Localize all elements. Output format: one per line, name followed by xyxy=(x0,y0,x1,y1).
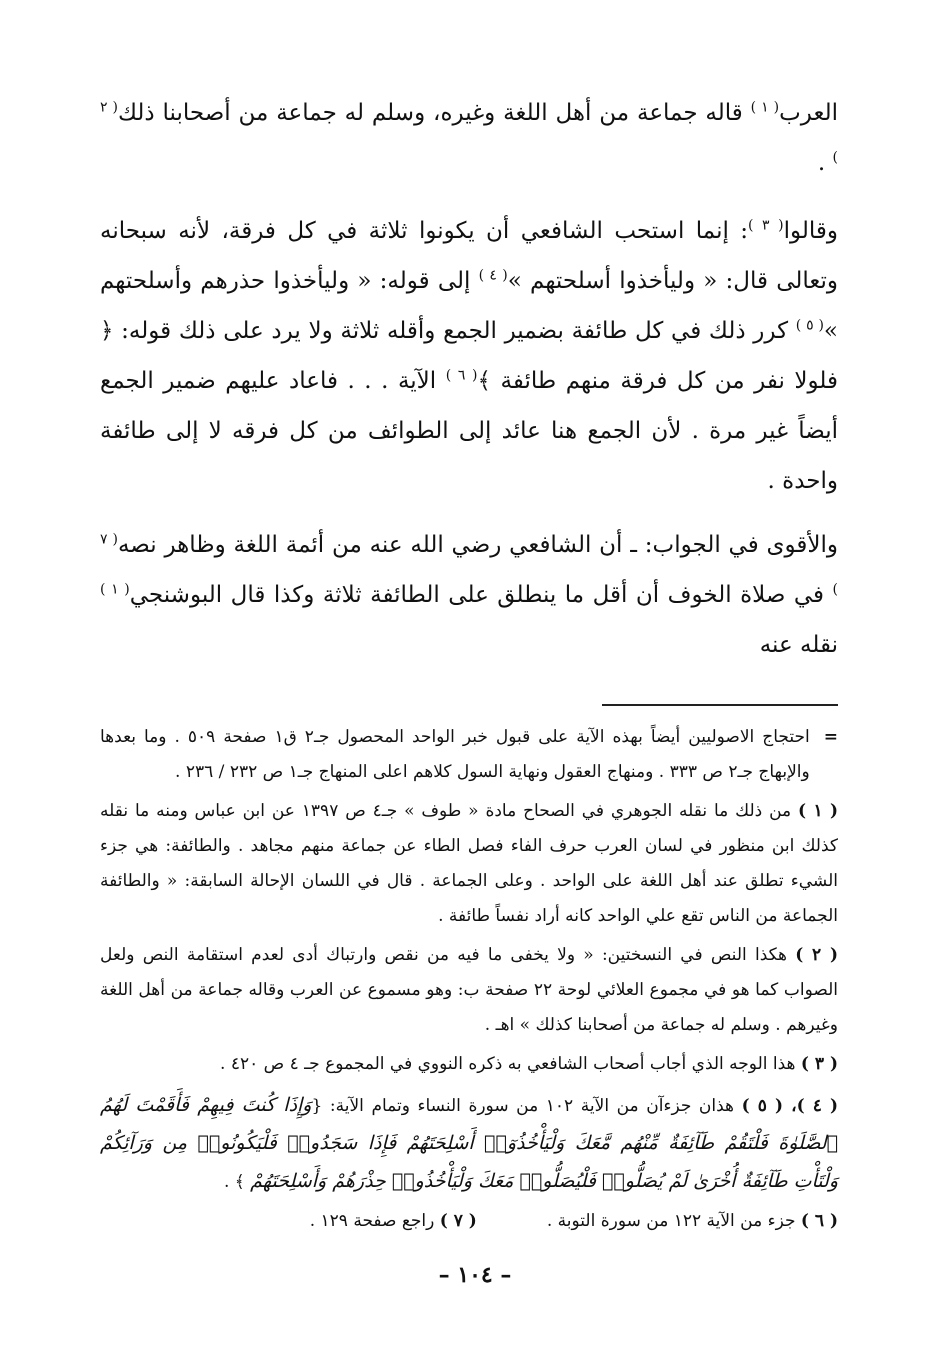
paragraph-2: وقالوا$^{( ٣ )}$: إنما استحب الشافعي أن يكونوا ثلاثة في كل فرقة، لأنه سبحانه وتعالى قال: « وليأخذوا أسلحتهم »$^{( ٤ )}$ إلى قوله: « وليأخذوا حذرهم وأسلحتهم »$^{( ٥ )}$ كرر ذلك في كل طائفة بضمير الجمع وأقله ثلاثة ولا يرد على ذلك قوله: ﴿ فلولا نفر من كل فرقة منهم طائفة ﴾$^{( ٦ )}$ الآية . . . فاعاد عليهم ضمير الجمع أيضاً غير مرة . لأن الجمع هنا عائد إلى الطوائف من كل فرقه لا إلى طائفة واحدة . xyxy=(100,217,838,494)
page-number: – ١٠٤ – xyxy=(438,1262,512,1288)
footnotes xyxy=(100,720,838,1239)
footnote-7 xyxy=(310,1204,477,1239)
quran-verse: وَإِذَا كُنتَ فِيهِمْ فَأَقَمْتَ لَهُمُ ٱلصَّلَوٰةَ فَلْتَقُمْ طَآئِفَةٌ مِّنْهُم مَّعَكَ وَلْيَأْخُذُوٓا۟ أَسْلِحَتَهُمْ فَإِذَا سَجَدُوا۟ فَلْيَكُونُوا۟ مِن وَرَآئِكُمْ وَلْتَأْتِ طَآئِفَةٌ أُخْرَىٰ لَمْ يُصَلُّوا۟ فَلْيُصَلُّوا۟ مَعَكَ وَلْيَأْخُذُوا۟ حِذْرَهُمْ وَأَسْلِحَتَهُمْ xyxy=(100,1094,838,1192)
footnote-number: ( ٢ ) xyxy=(795,945,838,965)
footnote-ref[interactable]: ( ٧ ) xyxy=(100,531,838,598)
footnote-1 xyxy=(100,794,838,934)
footnote-text: هذا الوجه الذي أجاب أصحاب الشافعي به ذكره النووي في المجموع جـ ٤ ص ٤٢٠ . xyxy=(220,1054,801,1074)
footnote-ref[interactable]: ( ١ ) xyxy=(750,99,780,116)
footnote-ref[interactable]: ( ٤ ) xyxy=(478,267,508,284)
footnote-text: هذان جزءآن من الآية ١٠٢ من سورة النساء وتمام الآية: { xyxy=(311,1096,742,1116)
continuation-mark: = xyxy=(823,727,838,747)
footnote-text: جزء من الآية ١٢٢ من سورة التوبة . xyxy=(546,1211,801,1231)
footnote-text: من ذلك ما نقله الجوهري في الصحاح مادة « طوف » جـ٤ ص ١٣٩٧ عن ابن عباس ومنه ما نقله كذلك ابن منظور في لسان العرب حرف الفاء فصل الطاء عن جماعة منهم مجاهد . والطائفة: هي جزء الشيء تطلق عند أهل اللغة على الواحد . وعلى الجماعة . قال في اللسان الإحالة السابقة: « والطائفة الجماعة من الناس تقع علي الواحد كانه أراد نفساً طائفة . xyxy=(100,801,838,926)
footnote-3 xyxy=(100,1047,838,1082)
footnote-number: ( ٤ )، ( ٥ ) xyxy=(741,1096,839,1116)
footnote-6-7 xyxy=(100,1204,838,1239)
footnote-ref[interactable]: ( ٦ ) xyxy=(445,367,478,384)
footnote-ref[interactable]: ( ١ ) xyxy=(100,581,130,598)
footnote-divider xyxy=(602,704,838,706)
footnote-text: ﴾ . xyxy=(223,1172,251,1192)
footnote-ref[interactable]: ( ٣ ) xyxy=(748,217,784,234)
footnote-4-5 xyxy=(100,1086,838,1200)
footnote-6 xyxy=(547,1204,838,1239)
paragraph-1: العرب$^{( ١ )}$ قاله جماعة من أهل اللغة وغيره، وسلم له جماعة من أصحابنا ذلك$^{( ٢ )}$ . xyxy=(100,99,838,176)
footnote-continuation xyxy=(100,720,838,790)
paragraph-3: والأقوى في الجواب: ـ أن الشافعي رضي الله عنه من أئمة اللغة وظاهر نصه$^{( ٧ )}$ في صلاة الخوف أن أقل ما ينطلق على الطائفة ثلاثة وكذا قال البوشنجي$^{( ١ )}$ نقله عنه xyxy=(100,531,838,658)
footnote-ref[interactable]: ( ٢ ) xyxy=(100,99,838,166)
footnote-number: ( ٦ ) xyxy=(800,1211,838,1231)
footnote-text: احتجاج الاصوليين أيضاً بهذه الآية على قبول خبر الواحد المحصول جـ٢ ق١ صفحة ٥٠٩ . وما بعدها والإبهاج جـ٢ ص ٣٣٣ . ومنهاج العقول ونهاية السول كلاهم اعلى المنهاج جـ١ ص ٢٣٢ / ٢٣٦ . xyxy=(100,727,810,782)
footnote-2 xyxy=(100,938,838,1043)
footnote-text: راجع صفحة ١٢٩ . xyxy=(309,1211,440,1231)
main-text xyxy=(100,88,838,670)
footnote-text: هكذا النص في النسختين: « ولا يخفى ما فيه من نقص وارتباك أدى لعدم استقامة النص ولعل الصواب كما هو في مجموع العلائي لوحة ٢٢ صفحة ب: وهو مسموع عن العرب وقاله جماعة من أهل اللغة وغيرهم . وسلم له جماعة من أصحابنا كذلك » اهـ . xyxy=(100,945,838,1035)
footnote-number: ( ٣ ) xyxy=(800,1054,838,1074)
footnote-ref[interactable]: ( ٥ ) xyxy=(795,317,824,334)
footnote-number: ( ١ ) xyxy=(798,801,839,821)
footnote-number: ( ٧ ) xyxy=(439,1211,477,1231)
